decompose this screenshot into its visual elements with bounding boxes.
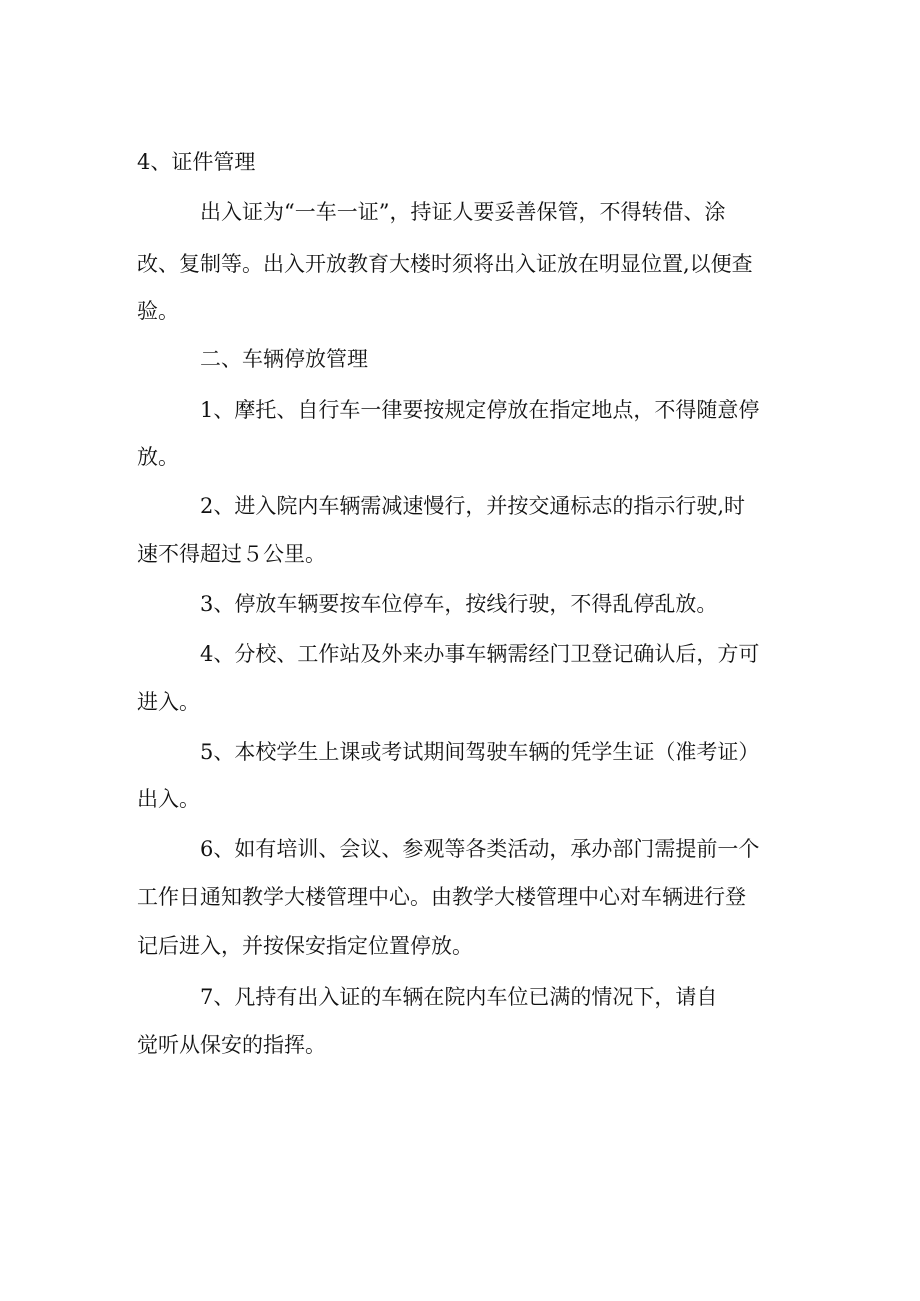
list-item-line: 觉听从保安的指挥。: [137, 1033, 326, 1057]
list-item-line: 出入。: [137, 787, 200, 811]
list-item-line: 放。: [137, 445, 179, 469]
section-heading: 4、证件管理: [137, 150, 256, 174]
list-item-line: 进入。: [137, 690, 200, 714]
list-item-line: 3、停放车辆要按车位停车，按线行驶，不得乱停乱放。: [200, 592, 718, 616]
list-item-line: 7、凡持有出入证的车辆在院内车位已满的情况下，请自: [200, 985, 718, 1009]
list-item-line: 工作日通知教学大楼管理中心。由教学大楼管理中心对车辆进行登: [137, 885, 746, 909]
section-heading-2: 二、车辆停放管理: [200, 347, 368, 371]
list-item-line: 5、本校学生上课或考试期间驾驶车辆的凭学生证（准考证）: [200, 740, 760, 764]
list-item-line: 4、分校、工作站及外来办事车辆需经门卫登记确认后，方可: [200, 642, 760, 666]
list-item-line: 1、摩托、自行车一律要按规定停放在指定地点，不得随意停: [200, 398, 760, 422]
list-item-line: 速不得超过５公里。: [137, 542, 326, 566]
paragraph-line: 出入证为“一车一证”，持证人要妥善保管，不得转借、涂: [200, 200, 726, 224]
paragraph-line: 验。: [137, 299, 179, 323]
paragraph-line: 改、复制等。出入开放教育大楼时须将出入证放在明显位置,以便查: [137, 252, 753, 276]
list-item-line: 记后进入，并按保安指定位置停放。: [137, 934, 473, 958]
list-item-line: 2、进入院内车辆需减速慢行，并按交通标志的指示行驶,时: [200, 494, 746, 518]
list-item-line: 6、如有培训、会议、参观等各类活动，承办部门需提前一个: [200, 837, 760, 861]
